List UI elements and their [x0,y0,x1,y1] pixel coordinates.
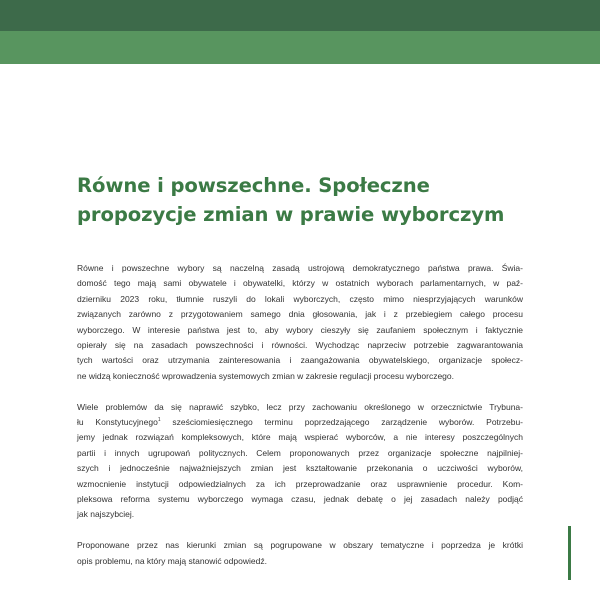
header-band-dark [0,0,600,31]
text-line: związanych zarówno z przygotowaniem samego dnia głosowania, jak i z przebiegiem całego procesu [77,309,523,320]
text-line: wzmocnienie instytucji odpowiedzialnych za ich przeprowadzanie oraz usprawnienie procedur. Kom- [77,478,523,489]
side-accent-bar [568,526,571,580]
text-line: jemy jednak rozwiązań kompleksowych, które mają wspierać wyborców, a nie interesy poszczególnych [77,432,523,443]
text-line: Równe i powszechne wybory są naczelną zasadą ustrojową demokratycznego państwa prawa. Świa- [77,263,523,273]
paragraph-2 [77,400,523,523]
text-line-with-footnote [77,415,523,430]
text-line: Proponowane przez nas kierunki zmian są pogrupowane w obszary tematyczne i poprzedza je krótki [77,540,523,551]
text-line: wyborczego. W interesie państwa jest to, aby wybory cieszyły się zaufaniem społecznym i faktycznie [77,324,523,335]
text-line: ne widzą konieczność wprowadzenia systemowych zmian w zakresie regulacji procesu wyborczego. [77,370,455,381]
text-line: domość tego mają sami obywatele i obywatelki, którzy w ostatnich wyborach parlamentarnych, w paź- [77,278,523,289]
text-line: opis problemu, na który mają stanowić odpowiedź. [77,555,267,566]
paragraph-gap [77,384,523,399]
page-title-line-2: propozycje zmian w prawie wyborczym [77,203,505,226]
text-line: jak najszybciej. [77,509,135,520]
body-text [77,261,523,569]
text-line: pleksowa reforma systemu wyborczego wymaga czasu, jednak debatę o jej zasadach należy podjąć [77,494,523,505]
text-line: tych wartości oraz utrzymania zainteresowania i zaangażowania obywatelskiego, organizacje społecz- [77,355,523,366]
page-title [77,171,557,229]
text-line: opierały się na zasadach powszechności i równości. Wychodząc naprzeciw potrzebie zagwarantowania [77,340,523,351]
text-line: Wiele problemów da się naprawić szybko, lecz przy zachowaniu określonego w orzecznictwie Trybuna- [77,401,523,412]
text-line: partii i innych ugrupowań politycznych. Celem proponowanych przez organizacje społeczne najpilniej- [77,447,523,458]
paragraph-1 [77,261,523,384]
text-segment: sześciomiesięcznego terminu poprzedzającego zarządzenie wyborów. Potrzebu- [160,417,523,428]
header-band-light [0,31,600,64]
paragraph-gap [77,523,523,538]
paragraph-3 [77,538,523,569]
text-segment: łu Konstytucyjnego [77,417,158,428]
footnote-marker[interactable]: 1 [157,417,161,424]
text-line: dzierniku 2023 roku, tłumnie ruszyli do lokali wyborczych, często mimo niesprzyjających warunków [77,293,523,304]
text-line: szych i jednocześnie najważniejszych zmian jest kształtowanie przekonania o uczciwości wyborów, [77,463,523,474]
page-title-line-1: Równe i powszechne. Społeczne [77,174,430,197]
